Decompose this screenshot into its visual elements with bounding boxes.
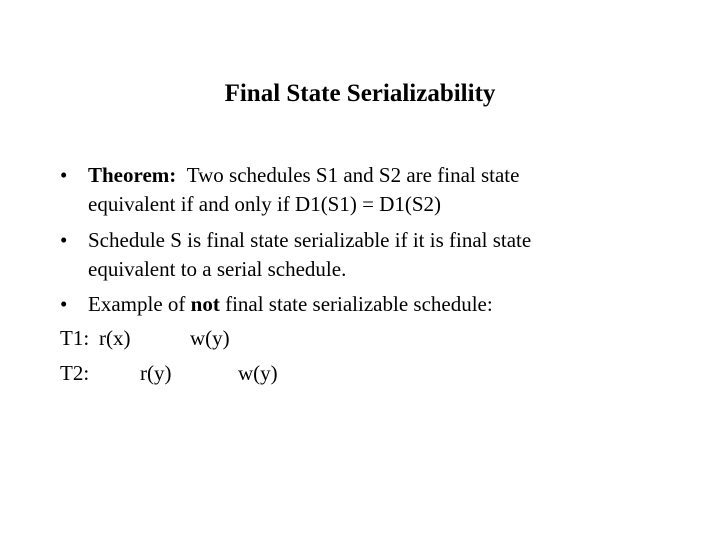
t1-op-write: w(y) (190, 326, 230, 350)
bullet-marker: • (60, 292, 68, 316)
theorem-text: Two schedules S1 and S2 are final state (186, 163, 520, 187)
bullet-theorem-line1 (88, 162, 519, 188)
slide-title: Final State Serializability (224, 80, 496, 107)
example-bold-word: not (190, 292, 220, 316)
t1-label: T1: (60, 326, 90, 350)
t2-label: T2: (60, 361, 90, 385)
t2-op-write: w(y) (238, 361, 278, 385)
bullet-theorem-line2: equivalent if and only if D1(S1) = D1(S2) (88, 192, 442, 216)
t2-op-read: r(y) (140, 361, 172, 385)
theorem-label: Theorem: (88, 163, 177, 187)
bullet-example (88, 291, 493, 317)
bullet-serializable-line2: equivalent to a serial schedule. (88, 257, 347, 281)
bullet-serializable-line1: Schedule S is final state serializable if it is final state (88, 228, 532, 252)
t1-op-read: r(x) (99, 326, 131, 350)
bullet-marker: • (60, 163, 68, 187)
bullet-marker: • (60, 228, 68, 252)
example-text-after: final state serializable schedule: (219, 292, 493, 316)
example-text-before: Example of (88, 292, 191, 316)
